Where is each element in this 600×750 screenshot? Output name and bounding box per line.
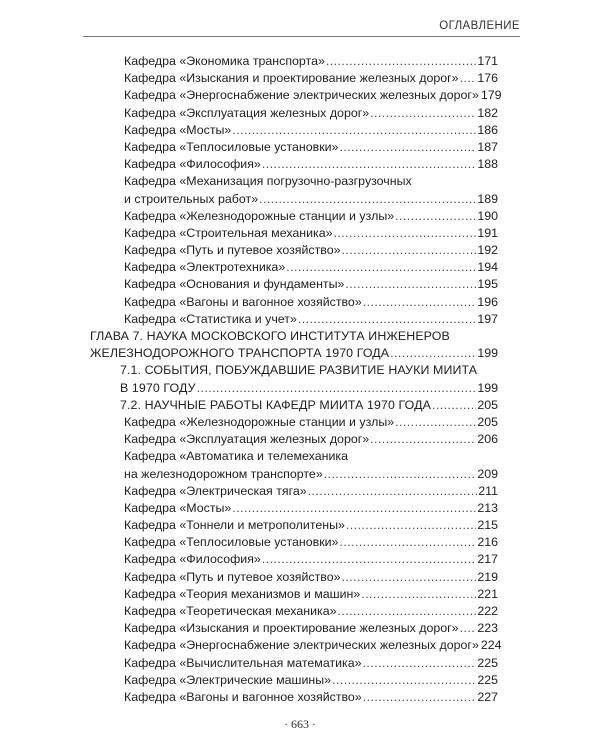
toc-entry-page: 188 [477,157,498,172]
toc-entry-title: Кафедра «Энергоснабжение электрических железных дорог» [124,88,479,103]
toc-entry-title: Кафедра «Экономика транспорта» [124,54,325,68]
toc-entry-title: 7.1. СОБЫТИЯ, ПОБУЖДАВШИЕ РАЗВИТИЕ НАУКИ МИИТА [120,363,478,378]
toc-entry-page: 196 [477,294,498,309]
toc-entry-title: Кафедра «Вагоны и вагонное хозяйство» [124,689,362,704]
toc-entry-page: 186 [477,122,498,137]
toc-entry [90,689,498,706]
toc-entry [90,380,498,397]
toc-entry-title: Кафедра «Железнодорожные станции и узлы» [124,208,395,223]
toc-entry-title: Кафедра «Вычислительная математика» [124,655,362,670]
toc-entry-title: Кафедра «Мосты» [124,500,232,515]
toc-entry [90,225,498,242]
toc-entry [90,603,498,620]
toc-entry-page: 190 [477,208,498,223]
toc-entry [90,70,498,87]
toc-entry [90,397,498,414]
page-number: · 663 · [284,717,316,731]
toc-entry-title: Кафедра «Философия» [124,157,261,172]
toc-entry-title: Кафедра «Путь и путевое хозяйство» [124,243,341,258]
toc-entry-page: 216 [477,535,498,550]
toc-entry-page: 223 [477,621,498,636]
toc-entry-title: ГЛАВА 7. НАУКА МОСКОВСКОГО ИНСТИТУТА ИНЖЕНЕРОВ [90,329,450,343]
toc-entry [90,345,498,362]
toc-entry [90,259,498,276]
toc-entry-page: 171 [477,54,498,68]
toc-entry-page: 195 [477,277,498,292]
toc-entry-page: 197 [477,311,498,326]
toc-entry-title: Кафедра «Статистика и учет» [124,311,297,326]
toc-leader-dots [339,534,476,551]
toc-entry-page: 213 [477,500,498,515]
toc-entry [90,87,502,104]
toc-entry [90,586,498,603]
toc-entry-title: Кафедра «Путь и путевое хозяйство» [124,569,341,584]
toc-entry-title: Кафедра «Эксплуатация железных дорог» [124,105,370,120]
toc-entry-page: 217 [477,552,498,567]
toc-leader-dots [262,551,477,568]
toc-entry-title: Кафедра «Теплосиловые установки» [124,535,339,550]
toc-leader-dots [363,294,477,311]
toc-entry [90,362,498,379]
toc-leader-dots [432,397,476,414]
toc-leader-dots [370,431,476,448]
toc-entry [90,311,498,328]
toc-entry-title: Кафедра «Основания и фундаменты» [124,277,345,292]
toc-entry-title: Кафедра «Механизация погрузочно-разгрузочных [124,174,412,189]
toc-entry-title: Кафедра «Теоретическая механика» [124,604,337,618]
toc-entry-title: Кафедра «Тоннели и метрополитены» [124,518,345,533]
toc-leader-dots [346,517,476,534]
toc-leader-dots [259,191,476,208]
toc-entry-page: 221 [477,586,498,601]
toc-leader-dots [232,500,476,517]
toc-entry [90,294,498,311]
toc-entry [90,156,498,173]
toc-entry-page: 194 [477,260,498,275]
toc-entry [90,534,498,551]
toc-entry [90,655,498,672]
toc-entry-page: 205 [477,414,498,429]
toc-leader-dots [370,105,476,122]
toc-leader-dots [338,603,477,620]
toc-entry [90,500,498,517]
toc-entry [90,191,498,208]
toc-leader-dots [342,242,477,259]
toc-entry-title: Кафедра «Железнодорожные станции и узлы» [124,414,395,429]
toc-leader-dots [298,311,476,328]
toc-entry-title: Кафедра «Теплосиловые установки» [124,139,339,154]
toc-entry-page: 215 [477,518,498,533]
toc-leader-dots [361,586,476,603]
toc-entry-title: ЖЕЛЕЗНОДОРОЖНОГО ТРАНСПОРТА 1970 ГОДА [90,346,390,361]
toc-entry-title: Кафедра «Вагоны и вагонное хозяйство» [124,294,362,309]
toc-leader-dots [395,208,476,225]
toc-entry [90,208,498,225]
toc-entry [90,105,498,122]
toc-entry-page: 224 [480,638,502,653]
toc-leader-dots [324,466,477,483]
toc-entry [90,483,498,500]
toc-entry [90,637,502,654]
toc-entry-title: 7.2. НАУЧНЫЕ РАБОТЫ КАФЕДР МИИТА 1970 ГОДА [120,397,431,412]
toc-entry-title: Кафедра «Философия» [124,552,261,567]
toc-leader-dots [390,345,476,362]
toc-entry-title: Кафедра «Электрические машины» [124,672,332,687]
toc-entry-title: В 1970 ГОДУ [120,380,196,395]
toc-leader-dots [262,156,477,173]
toc-leader-dots [334,225,477,242]
toc-entry-page: 225 [477,655,498,670]
toc-entry [90,414,498,431]
toc-entry [90,431,498,448]
toc-entry [90,53,498,70]
toc-entry [90,242,498,259]
toc-entry-page: 199 [477,380,498,395]
toc-leader-dots [308,483,478,500]
toc-entry-title: и строительных работ» [124,191,259,206]
toc-entry-title: на железнодорожном транспорте» [124,466,323,481]
toc-entry-title: Кафедра «Эксплуатация железных дорог» [124,432,370,447]
toc-leader-dots [232,122,476,139]
toc-entry-title: Кафедра «Энергоснабжение электрических железных дорог» [124,638,479,653]
header-title: ОГЛАВЛЕНИЕ [439,20,520,32]
toc-entry [90,466,498,483]
toc-leader-dots [363,689,477,706]
toc-leader-dots [395,414,476,431]
toc-entry [90,569,498,586]
toc-entry [90,173,498,190]
toc-leader-dots [460,70,477,87]
toc-entry-page: 219 [477,569,498,584]
toc-leader-dots [332,672,476,689]
toc-entry-title: Кафедра «Теория механизмов и машин» [124,586,361,601]
toc-entry-title: Кафедра «Изыскания и проектирование железных дорог» [124,71,459,86]
toc-entry [90,276,498,293]
toc-entry [90,448,498,465]
toc-entry-page: 205 [477,397,498,412]
table-of-contents [90,53,502,706]
toc-entry-page: 225 [477,672,498,687]
toc-entry [90,328,498,345]
toc-entry [90,139,498,156]
toc-entry [90,620,498,637]
toc-leader-dots [460,620,477,637]
toc-entry-page: 179 [480,88,502,103]
toc-entry-title: Кафедра «Автоматика и телемеханика [124,449,348,464]
toc-entry-page: 227 [477,689,498,704]
toc-entry [90,517,498,534]
toc-leader-dots [286,259,476,276]
toc-entry [90,551,498,568]
toc-entry-page: 209 [477,466,498,481]
toc-entry-page: 199 [477,346,498,361]
toc-leader-dots [342,569,477,586]
toc-entry-page: 206 [477,432,498,447]
toc-entry-title: Кафедра «Мосты» [124,122,232,137]
toc-entry-page: 191 [477,225,498,240]
toc-entry-title: Кафедра «Электротехника» [124,260,286,275]
toc-entry-page: 192 [477,243,498,258]
toc-entry [90,122,498,139]
toc-leader-dots [339,139,476,156]
toc-leader-dots [363,655,477,672]
toc-entry-page: 222 [477,604,498,618]
toc-entry-title: Кафедра «Электрическая тяга» [124,483,307,498]
toc-leader-dots [197,380,477,397]
toc-entry [90,672,498,689]
toc-entry-page: 189 [477,191,498,206]
toc-entry-page: 176 [477,71,498,86]
toc-entry-page: 182 [477,105,498,120]
header-rule [83,36,520,37]
toc-entry-title: Кафедра «Изыскания и проектирование железных дорог» [124,621,459,636]
toc-entry-page: 187 [477,139,498,154]
toc-entry-page: 211 [478,483,498,498]
toc-leader-dots [326,53,476,70]
toc-entry-title: Кафедра «Строительная механика» [124,225,333,240]
toc-leader-dots [345,276,476,293]
